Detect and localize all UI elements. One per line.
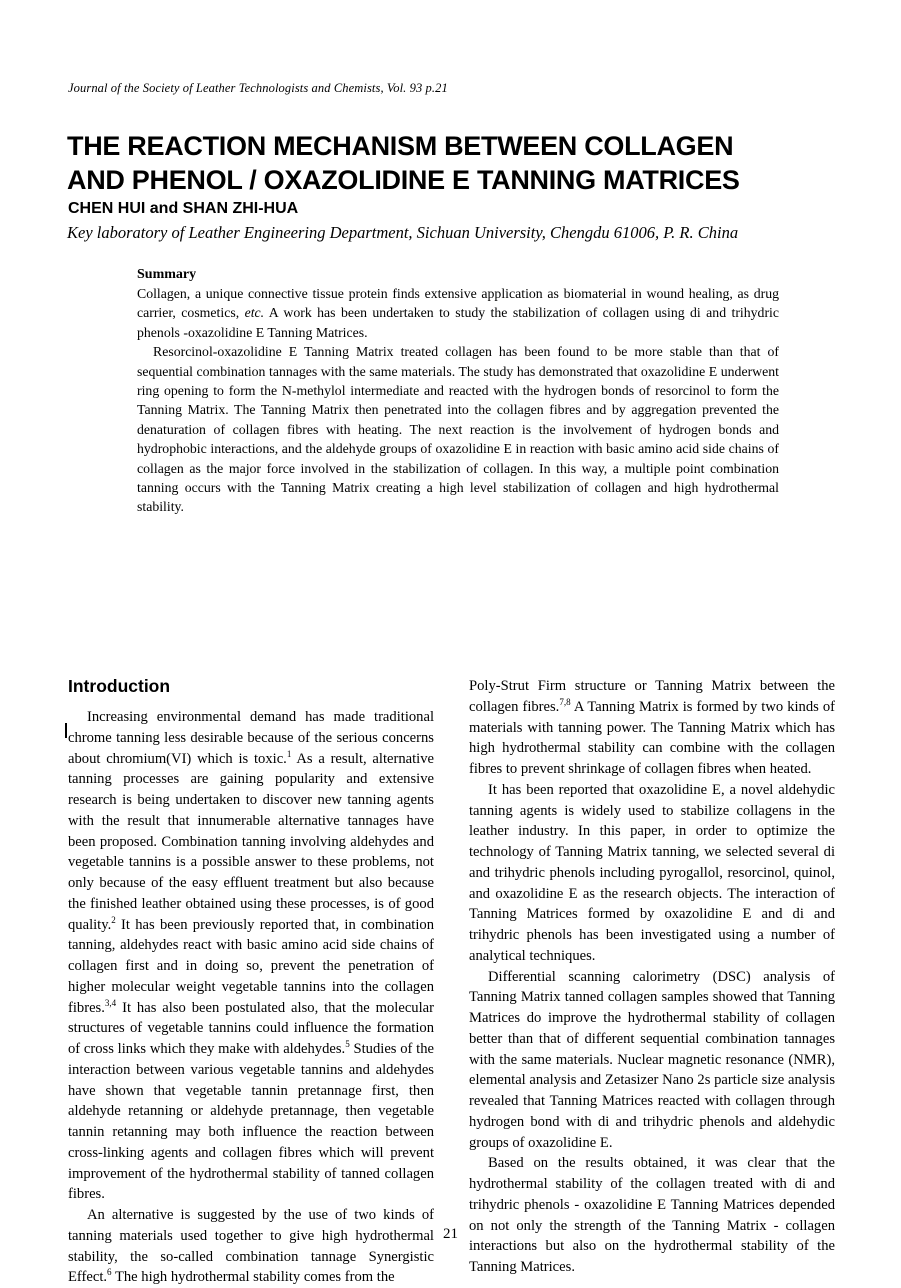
authors-line: CHEN HUI and SHAN ZHI-HUA bbox=[68, 200, 299, 217]
paper-title-line1: THE REACTION MECHANISM BETWEEN COLLAGEN bbox=[67, 131, 734, 161]
summary-section bbox=[137, 267, 779, 517]
introduction-right-paragraphs bbox=[469, 676, 835, 1278]
paragraph: Based on the results obtained, it was clear that the hydrothermal stability of the collagen treated with di and trihydric phenols - oxazolidine E Tanning Matrices depended on not only the strength of the Tanning Matrix - collagen interactions but also on the hydrothermal stability of the Tanning Matrices. bbox=[469, 1155, 835, 1275]
paragraph: It has been reported that oxazolidine E, a novel aldehydic tanning agents is widely used to stabilize collagens in the leather industry. In this paper, in order to optimize the technology of Tanning Matrix tanning, we selected several di and trihydric phenols including pyrogallol, resorcinol, quinol, and oxazolidine E as the research objects. The interaction of Tanning Matrices formed by oxazolidine E and di and trihydric phenols has been investigated using a number of analytical techniques. bbox=[469, 781, 835, 964]
introduction-right-column bbox=[469, 676, 835, 1278]
summary-heading: Summary bbox=[137, 267, 197, 282]
introduction-left-paragraphs bbox=[68, 707, 434, 1288]
paragraph: Differential scanning calorimetry (DSC) analysis of Tanning Matrix tanned collagen samples showed that Tanning Matrices do improve the hydrothermal stability of collagen better than that of different sequential combination tannages with the same materials. Nuclear magnetic resonance (NMR), elemental analysis and Zetasizer Nano 2s particle size analysis revealed that Tanning Matrices reacted with collagen through hydrogen bond with di and trihydric phenols and aldehydic groups of oxazolidine E. bbox=[469, 968, 835, 1151]
journal-header-line: Journal of the Society of Leather Technologists and Chemists, Vol. 93 p.21 bbox=[68, 81, 448, 95]
paragraph: An alternative is suggested by the use of two kinds of tanning materials used together to give high hydrothermal stability, the so-called combination tannage Synergistic Effect.$^6$ The high hydrothermal stability comes from the bbox=[68, 1207, 434, 1286]
scan-cursor-artifact bbox=[65, 723, 67, 738]
summary-paragraphs bbox=[137, 284, 779, 517]
paper-title bbox=[67, 129, 847, 197]
paper-title-line2: AND PHENOL / OXAZOLIDINE E TANNING MATRICES bbox=[67, 165, 740, 195]
paragraph: Increasing environmental demand has made traditional chrome tanning less desirable because of the serious concerns about chromium(VI) which is toxic.$^1$ As a result, alternative tanning processes are gaining popularity and extensive research is being undertaken to discover new tanning agents with the result that innumerable alternative tannages have been proposed. Combination tanning involving aldehydes and vegetable tannins is a possible answer to these problems, not only because of the easy effluent treatment but also because the finished leather obtained using these processes, is of good quality.$^2$ It has been previously reported that, in combination tanning, aldehydes react with basic amino acid side chains of collagen first and in doing so, prevent the penetration of higher molecular weight vegetable tannins into the collagen fibres.$^{3,4}$ It has also been postulated also, that the molecular structures of vegetable tannins could influence the formation of cross links which they make with aldehydes.$^5$ Studies of the interaction between various vegetable tannins and aldehydes have shown that vegetable tannin pretannage first, then aldehyde retanning or aldehyde pretannage, then vegetable tannin retanning may both influence the reaction between cross-linking agents and collagen fibres which will prevent improvement of the hydrothermal stability of tanned collagen fibres. bbox=[68, 709, 434, 1203]
paragraph: Collagen, a unique connective tissue protein finds extensive application as biomaterial in wound healing, as drug carrier, cosmetics, etc. A work has been undertaken to study the stabilization of collagen using di and trihydric phenols -oxazolidine E Tanning Matrices. bbox=[137, 286, 780, 340]
paragraph: Resorcinol-oxazolidine E Tanning Matrix treated collagen has been found to be more stable than that of sequential combination tannages with the same materials. The study has demonstrated that oxazolidine E underwent ring opening to form the N-methylol intermediate and reacted with the hydrogen bonds of resorcinol to form the Tanning Matrix. The Tanning Matrix then penetrated into the collagen fibres and by aggregation prevented the denaturation of collagen fibres with heating. The next reaction is the involvement of hydrogen bonds and hydrophobic interactions, and the aldehyde groups of oxazolidine E in reaction with basic amino acid side chains of collagen as the major force involved in the stabilization of collagen. In this way, a multiple point combination tanning occurs with the Tanning Matrix creating a high level stabilization of collagen and high hydrothermal stability. bbox=[137, 344, 779, 515]
introduction-left-column bbox=[68, 676, 434, 1288]
introduction-heading: Introduction bbox=[68, 676, 171, 696]
affiliation-line: Key laboratory of Leather Engineering Department, Sichuan University, Chengdu 61006, P. R. China bbox=[67, 223, 739, 242]
page-number: 21 bbox=[443, 1226, 458, 1242]
paragraph: Poly-Strut Firm structure or Tanning Matrix between the collagen fibres.$^{7,8}$ A Tanning Matrix is formed by two kinds of materials with tanning power. The Tanning Matrix which has high hydrothermal stability can combine with the collagen fibres to prevent shrinkage of collagen fibres when heated. bbox=[469, 678, 835, 777]
